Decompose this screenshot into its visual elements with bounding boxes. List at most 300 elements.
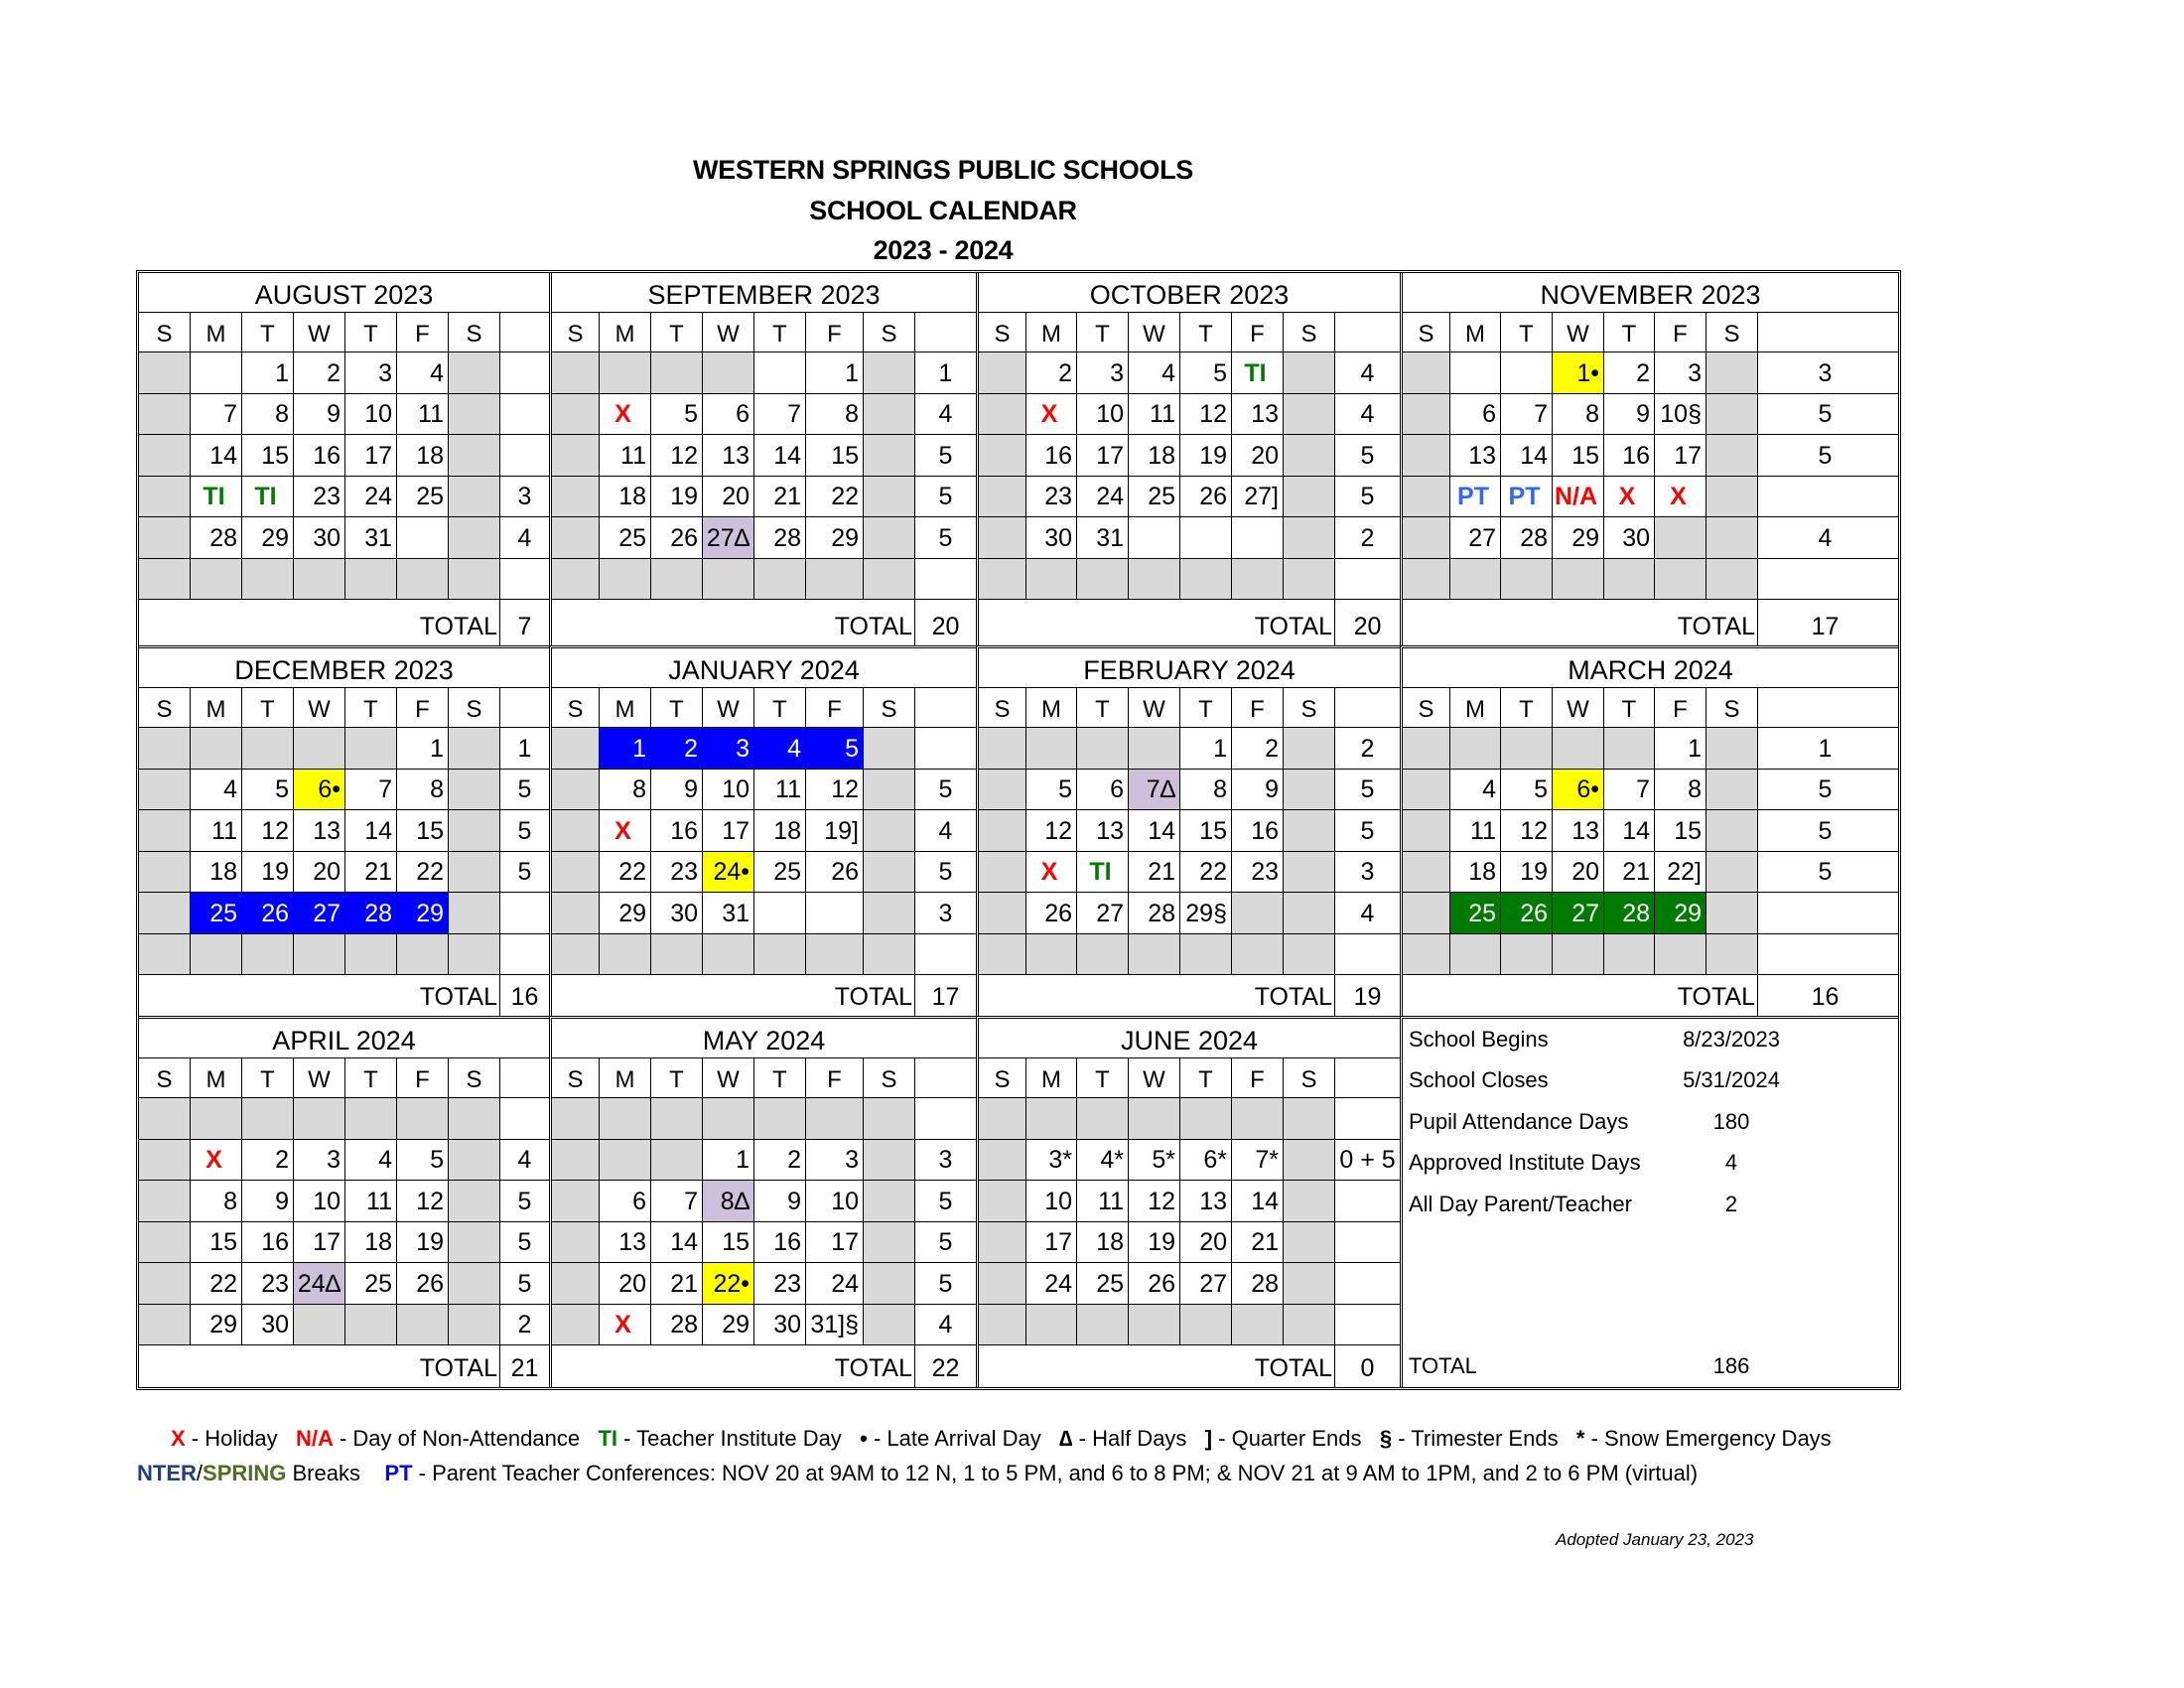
day-cell[interactable] — [1129, 1305, 1180, 1345]
day-cell[interactable] — [1232, 517, 1284, 558]
day-cell[interactable] — [242, 1098, 294, 1139]
day-cell[interactable] — [1284, 1181, 1335, 1221]
day-cell[interactable]: PT — [1501, 477, 1553, 517]
day-cell[interactable] — [552, 1222, 600, 1263]
day-cell[interactable]: 23 — [651, 852, 703, 893]
day-cell[interactable]: 21 — [651, 1263, 703, 1304]
day-cell[interactable] — [294, 934, 345, 975]
day-cell[interactable] — [1403, 770, 1450, 810]
day-cell[interactable] — [139, 394, 191, 435]
day-cell[interactable] — [552, 1140, 600, 1181]
day-cell[interactable] — [1180, 1098, 1232, 1139]
day-cell[interactable]: 7 — [754, 394, 806, 435]
day-cell[interactable] — [1706, 352, 1758, 393]
day-cell[interactable] — [864, 810, 915, 851]
day-cell[interactable]: 19 — [651, 477, 703, 517]
day-cell[interactable] — [979, 1140, 1026, 1181]
day-cell[interactable]: 4 — [345, 1140, 397, 1181]
day-cell[interactable] — [449, 1140, 500, 1181]
day-cell[interactable]: 31 — [345, 517, 397, 558]
day-cell[interactable] — [864, 1263, 915, 1304]
day-cell[interactable]: 15 — [397, 810, 449, 851]
day-cell[interactable] — [979, 1222, 1026, 1263]
day-cell[interactable] — [864, 1222, 915, 1263]
day-cell[interactable]: 6 — [1077, 770, 1129, 810]
day-cell[interactable]: 3* — [1026, 1140, 1077, 1181]
day-cell[interactable] — [552, 1181, 600, 1221]
day-cell[interactable]: 31 — [1077, 517, 1129, 558]
day-cell[interactable]: 5 — [1501, 770, 1553, 810]
day-cell[interactable]: 14 — [1232, 1181, 1284, 1221]
day-cell[interactable] — [552, 728, 600, 769]
day-cell[interactable]: 11 — [1450, 810, 1501, 851]
day-cell[interactable]: 12 — [242, 810, 294, 851]
day-cell[interactable]: 5* — [1129, 1140, 1180, 1181]
day-cell[interactable]: 26 — [806, 852, 864, 893]
day-cell[interactable] — [600, 1098, 651, 1139]
day-cell[interactable] — [864, 770, 915, 810]
day-cell[interactable]: 25 — [600, 517, 651, 558]
day-cell[interactable] — [703, 1098, 754, 1139]
day-cell[interactable]: 13 — [1553, 810, 1604, 851]
day-cell[interactable] — [552, 1263, 600, 1304]
day-cell[interactable] — [449, 1181, 500, 1221]
day-cell[interactable] — [979, 1181, 1026, 1221]
day-cell[interactable] — [397, 517, 449, 558]
day-cell[interactable]: 31 — [703, 893, 754, 933]
day-cell[interactable]: 8 — [191, 1181, 242, 1221]
day-cell[interactable]: 22 — [806, 477, 864, 517]
day-cell[interactable]: 8 — [1655, 770, 1706, 810]
day-cell[interactable] — [139, 1140, 191, 1181]
day-cell[interactable] — [1026, 559, 1077, 600]
day-cell[interactable] — [979, 1263, 1026, 1304]
day-cell[interactable]: 18 — [191, 852, 242, 893]
day-cell[interactable] — [1403, 477, 1450, 517]
day-cell[interactable]: 25 — [345, 1263, 397, 1304]
day-cell[interactable] — [449, 852, 500, 893]
day-cell[interactable]: 27 — [1450, 517, 1501, 558]
day-cell[interactable]: 29§ — [1180, 893, 1232, 933]
day-cell[interactable]: 16 — [1026, 435, 1077, 476]
day-cell[interactable]: 22• — [703, 1263, 754, 1304]
day-cell[interactable]: 15 — [191, 1222, 242, 1263]
day-cell[interactable]: 16 — [651, 810, 703, 851]
day-cell[interactable]: 2 — [754, 1140, 806, 1181]
day-cell[interactable]: 9 — [651, 770, 703, 810]
day-cell[interactable] — [552, 352, 600, 393]
day-cell[interactable] — [864, 728, 915, 769]
day-cell[interactable] — [449, 1263, 500, 1304]
day-cell[interactable] — [1655, 934, 1706, 975]
day-cell[interactable] — [979, 517, 1026, 558]
day-cell[interactable]: 1 — [806, 352, 864, 393]
day-cell[interactable] — [1553, 728, 1604, 769]
day-cell[interactable] — [979, 1305, 1026, 1345]
day-cell[interactable] — [1284, 1263, 1335, 1304]
day-cell[interactable]: 9 — [1232, 770, 1284, 810]
day-cell[interactable] — [754, 934, 806, 975]
day-cell[interactable]: 26 — [1180, 477, 1232, 517]
day-cell[interactable] — [449, 435, 500, 476]
day-cell[interactable]: 27∆ — [703, 517, 754, 558]
day-cell[interactable] — [979, 852, 1026, 893]
day-cell[interactable] — [449, 1098, 500, 1139]
day-cell[interactable] — [449, 770, 500, 810]
day-cell[interactable]: 11 — [397, 394, 449, 435]
day-cell[interactable] — [552, 1305, 600, 1345]
day-cell[interactable]: 10 — [294, 1181, 345, 1221]
day-cell[interactable]: 15 — [242, 435, 294, 476]
day-cell[interactable]: 14 — [754, 435, 806, 476]
day-cell[interactable]: 12 — [1501, 810, 1553, 851]
day-cell[interactable] — [139, 810, 191, 851]
day-cell[interactable] — [449, 810, 500, 851]
day-cell[interactable] — [449, 1305, 500, 1345]
day-cell[interactable] — [1026, 1305, 1077, 1345]
day-cell[interactable] — [600, 1140, 651, 1181]
day-cell[interactable]: 31]§ — [806, 1305, 864, 1345]
day-cell[interactable] — [1706, 559, 1758, 600]
day-cell[interactable]: 27 — [1553, 893, 1604, 933]
day-cell[interactable]: 21 — [1604, 852, 1655, 893]
day-cell[interactable] — [1655, 559, 1706, 600]
day-cell[interactable] — [139, 893, 191, 933]
day-cell[interactable] — [864, 1181, 915, 1221]
day-cell[interactable] — [651, 1098, 703, 1139]
day-cell[interactable]: 5 — [1180, 352, 1232, 393]
day-cell[interactable] — [1284, 893, 1335, 933]
day-cell[interactable] — [864, 477, 915, 517]
day-cell[interactable]: 1• — [1553, 352, 1604, 393]
day-cell[interactable] — [1501, 934, 1553, 975]
day-cell[interactable]: X — [600, 1305, 651, 1345]
day-cell[interactable]: 8 — [1553, 394, 1604, 435]
day-cell[interactable] — [1129, 559, 1180, 600]
day-cell[interactable]: 26 — [397, 1263, 449, 1304]
day-cell[interactable] — [864, 1098, 915, 1139]
day-cell[interactable]: 1 — [242, 352, 294, 393]
day-cell[interactable]: 9 — [294, 394, 345, 435]
day-cell[interactable]: 11 — [1129, 394, 1180, 435]
day-cell[interactable]: X — [191, 1140, 242, 1181]
day-cell[interactable]: 20 — [1553, 852, 1604, 893]
day-cell[interactable] — [651, 934, 703, 975]
day-cell[interactable] — [345, 728, 397, 769]
day-cell[interactable] — [1403, 559, 1450, 600]
day-cell[interactable] — [139, 435, 191, 476]
day-cell[interactable]: 28 — [651, 1305, 703, 1345]
day-cell[interactable]: 14 — [345, 810, 397, 851]
day-cell[interactable]: 12 — [397, 1181, 449, 1221]
day-cell[interactable] — [864, 852, 915, 893]
day-cell[interactable]: TI — [1232, 352, 1284, 393]
day-cell[interactable]: 20 — [600, 1263, 651, 1304]
day-cell[interactable] — [1129, 1098, 1180, 1139]
day-cell[interactable]: 14 — [651, 1222, 703, 1263]
day-cell[interactable]: 4 — [397, 352, 449, 393]
day-cell[interactable]: 12 — [1129, 1181, 1180, 1221]
day-cell[interactable] — [139, 1263, 191, 1304]
day-cell[interactable]: 29 — [806, 517, 864, 558]
day-cell[interactable] — [1232, 893, 1284, 933]
day-cell[interactable]: 8 — [397, 770, 449, 810]
day-cell[interactable]: 30 — [651, 893, 703, 933]
day-cell[interactable] — [191, 728, 242, 769]
day-cell[interactable] — [1450, 352, 1501, 393]
day-cell[interactable] — [651, 1140, 703, 1181]
day-cell[interactable]: 26 — [651, 517, 703, 558]
day-cell[interactable]: 14 — [1129, 810, 1180, 851]
day-cell[interactable]: 29 — [600, 893, 651, 933]
day-cell[interactable] — [600, 934, 651, 975]
day-cell[interactable]: 4 — [1129, 352, 1180, 393]
day-cell[interactable] — [139, 728, 191, 769]
day-cell[interactable] — [1129, 934, 1180, 975]
day-cell[interactable] — [1077, 559, 1129, 600]
day-cell[interactable] — [139, 1305, 191, 1345]
day-cell[interactable]: 24∆ — [294, 1263, 345, 1304]
day-cell[interactable]: 25 — [754, 852, 806, 893]
day-cell[interactable]: 2 — [651, 728, 703, 769]
day-cell[interactable]: 26 — [242, 893, 294, 933]
day-cell[interactable] — [979, 728, 1026, 769]
day-cell[interactable] — [345, 559, 397, 600]
day-cell[interactable] — [864, 394, 915, 435]
day-cell[interactable] — [242, 559, 294, 600]
day-cell[interactable]: 25 — [1077, 1263, 1129, 1304]
day-cell[interactable]: 1 — [397, 728, 449, 769]
day-cell[interactable]: 4 — [191, 770, 242, 810]
day-cell[interactable] — [1284, 559, 1335, 600]
day-cell[interactable] — [1706, 770, 1758, 810]
day-cell[interactable] — [1553, 934, 1604, 975]
day-cell[interactable] — [191, 1098, 242, 1139]
day-cell[interactable]: 16 — [1604, 435, 1655, 476]
day-cell[interactable]: 3 — [703, 728, 754, 769]
day-cell[interactable]: 23 — [294, 477, 345, 517]
day-cell[interactable]: 26 — [1129, 1263, 1180, 1304]
day-cell[interactable] — [1284, 1305, 1335, 1345]
day-cell[interactable]: 13 — [703, 435, 754, 476]
day-cell[interactable] — [864, 1305, 915, 1345]
day-cell[interactable] — [1706, 893, 1758, 933]
day-cell[interactable] — [1501, 559, 1553, 600]
day-cell[interactable] — [139, 517, 191, 558]
day-cell[interactable]: 18 — [397, 435, 449, 476]
day-cell[interactable]: 13 — [294, 810, 345, 851]
day-cell[interactable]: 30 — [1026, 517, 1077, 558]
day-cell[interactable] — [139, 352, 191, 393]
day-cell[interactable] — [864, 559, 915, 600]
day-cell[interactable] — [979, 477, 1026, 517]
day-cell[interactable] — [242, 934, 294, 975]
day-cell[interactable] — [1501, 352, 1553, 393]
day-cell[interactable] — [1180, 934, 1232, 975]
day-cell[interactable] — [1284, 1098, 1335, 1139]
day-cell[interactable] — [1284, 810, 1335, 851]
day-cell[interactable]: X — [600, 394, 651, 435]
day-cell[interactable] — [1403, 810, 1450, 851]
day-cell[interactable] — [806, 893, 864, 933]
day-cell[interactable]: 15 — [1180, 810, 1232, 851]
day-cell[interactable]: 27 — [1077, 893, 1129, 933]
day-cell[interactable]: 29 — [191, 1305, 242, 1345]
day-cell[interactable] — [1706, 852, 1758, 893]
day-cell[interactable]: 11 — [600, 435, 651, 476]
day-cell[interactable]: 28 — [1129, 893, 1180, 933]
day-cell[interactable]: 13 — [1077, 810, 1129, 851]
day-cell[interactable]: 19 — [1180, 435, 1232, 476]
day-cell[interactable]: 15 — [703, 1222, 754, 1263]
day-cell[interactable] — [1403, 517, 1450, 558]
day-cell[interactable]: 18 — [345, 1222, 397, 1263]
day-cell[interactable]: 4 — [1450, 770, 1501, 810]
day-cell[interactable]: 12 — [806, 770, 864, 810]
day-cell[interactable] — [1403, 934, 1450, 975]
day-cell[interactable]: 28 — [1604, 893, 1655, 933]
day-cell[interactable]: 17 — [703, 810, 754, 851]
day-cell[interactable] — [1077, 934, 1129, 975]
day-cell[interactable] — [191, 934, 242, 975]
day-cell[interactable]: 16 — [242, 1222, 294, 1263]
day-cell[interactable]: 1 — [600, 728, 651, 769]
day-cell[interactable]: 28 — [191, 517, 242, 558]
day-cell[interactable]: 19] — [806, 810, 864, 851]
day-cell[interactable] — [979, 810, 1026, 851]
day-cell[interactable]: 24 — [1026, 1263, 1077, 1304]
day-cell[interactable] — [242, 728, 294, 769]
day-cell[interactable] — [806, 934, 864, 975]
day-cell[interactable] — [294, 559, 345, 600]
day-cell[interactable]: 24• — [703, 852, 754, 893]
day-cell[interactable] — [754, 352, 806, 393]
day-cell[interactable]: 23 — [1026, 477, 1077, 517]
day-cell[interactable]: 11 — [191, 810, 242, 851]
day-cell[interactable] — [397, 1098, 449, 1139]
day-cell[interactable] — [703, 559, 754, 600]
day-cell[interactable]: 15 — [1655, 810, 1706, 851]
day-cell[interactable] — [1403, 352, 1450, 393]
day-cell[interactable] — [1284, 477, 1335, 517]
day-cell[interactable] — [139, 1222, 191, 1263]
day-cell[interactable]: 25 — [397, 477, 449, 517]
day-cell[interactable]: 13 — [600, 1222, 651, 1263]
day-cell[interactable] — [1284, 352, 1335, 393]
day-cell[interactable]: 5 — [242, 770, 294, 810]
day-cell[interactable] — [1284, 1140, 1335, 1181]
day-cell[interactable] — [191, 352, 242, 393]
day-cell[interactable]: 29 — [1655, 893, 1706, 933]
day-cell[interactable] — [345, 1305, 397, 1345]
day-cell[interactable]: 8 — [1180, 770, 1232, 810]
day-cell[interactable] — [294, 728, 345, 769]
day-cell[interactable] — [754, 1098, 806, 1139]
day-cell[interactable]: X — [1655, 477, 1706, 517]
day-cell[interactable] — [1232, 934, 1284, 975]
day-cell[interactable] — [449, 1222, 500, 1263]
day-cell[interactable] — [979, 394, 1026, 435]
day-cell[interactable]: TI — [1077, 852, 1129, 893]
day-cell[interactable]: 2 — [242, 1140, 294, 1181]
day-cell[interactable]: 7 — [1501, 394, 1553, 435]
day-cell[interactable]: 7 — [345, 770, 397, 810]
day-cell[interactable]: 28 — [754, 517, 806, 558]
day-cell[interactable] — [449, 559, 500, 600]
day-cell[interactable]: 21 — [1129, 852, 1180, 893]
day-cell[interactable] — [294, 1305, 345, 1345]
day-cell[interactable]: 6• — [294, 770, 345, 810]
day-cell[interactable]: 8 — [806, 394, 864, 435]
day-cell[interactable]: 7 — [1604, 770, 1655, 810]
day-cell[interactable]: 14 — [191, 435, 242, 476]
day-cell[interactable] — [1604, 934, 1655, 975]
day-cell[interactable]: 1 — [1655, 728, 1706, 769]
day-cell[interactable] — [449, 394, 500, 435]
day-cell[interactable] — [139, 1181, 191, 1221]
day-cell[interactable] — [1284, 934, 1335, 975]
day-cell[interactable] — [651, 559, 703, 600]
day-cell[interactable] — [754, 893, 806, 933]
day-cell[interactable] — [979, 559, 1026, 600]
day-cell[interactable]: 17 — [294, 1222, 345, 1263]
day-cell[interactable]: 2 — [294, 352, 345, 393]
day-cell[interactable] — [979, 435, 1026, 476]
day-cell[interactable] — [345, 934, 397, 975]
day-cell[interactable]: 18 — [754, 810, 806, 851]
day-cell[interactable]: 5 — [651, 394, 703, 435]
day-cell[interactable]: 6* — [1180, 1140, 1232, 1181]
day-cell[interactable]: 10 — [1026, 1181, 1077, 1221]
day-cell[interactable] — [1284, 517, 1335, 558]
day-cell[interactable]: 27 — [294, 893, 345, 933]
day-cell[interactable] — [1403, 394, 1450, 435]
day-cell[interactable]: X — [1026, 394, 1077, 435]
day-cell[interactable]: 10 — [345, 394, 397, 435]
day-cell[interactable]: TI — [242, 477, 294, 517]
day-cell[interactable] — [139, 559, 191, 600]
day-cell[interactable]: 6• — [1553, 770, 1604, 810]
day-cell[interactable] — [864, 1140, 915, 1181]
day-cell[interactable]: 16 — [294, 435, 345, 476]
day-cell[interactable] — [1232, 1305, 1284, 1345]
day-cell[interactable] — [1180, 517, 1232, 558]
day-cell[interactable] — [449, 477, 500, 517]
day-cell[interactable]: 6 — [600, 1181, 651, 1221]
day-cell[interactable]: 26 — [1501, 893, 1553, 933]
day-cell[interactable]: 25 — [191, 893, 242, 933]
day-cell[interactable]: 21 — [345, 852, 397, 893]
day-cell[interactable] — [552, 394, 600, 435]
day-cell[interactable]: 20 — [1232, 435, 1284, 476]
day-cell[interactable]: 23 — [242, 1263, 294, 1304]
day-cell[interactable]: 17 — [1655, 435, 1706, 476]
day-cell[interactable] — [552, 517, 600, 558]
day-cell[interactable]: 3 — [1077, 352, 1129, 393]
day-cell[interactable]: 30 — [294, 517, 345, 558]
day-cell[interactable] — [1604, 559, 1655, 600]
day-cell[interactable]: 28 — [1232, 1263, 1284, 1304]
day-cell[interactable]: 3 — [345, 352, 397, 393]
day-cell[interactable]: 3 — [294, 1140, 345, 1181]
day-cell[interactable]: 19 — [242, 852, 294, 893]
day-cell[interactable]: 11 — [345, 1181, 397, 1221]
day-cell[interactable]: 28 — [1501, 517, 1553, 558]
day-cell[interactable]: 21 — [754, 477, 806, 517]
day-cell[interactable] — [139, 852, 191, 893]
day-cell[interactable] — [1403, 852, 1450, 893]
day-cell[interactable]: 6 — [1450, 394, 1501, 435]
